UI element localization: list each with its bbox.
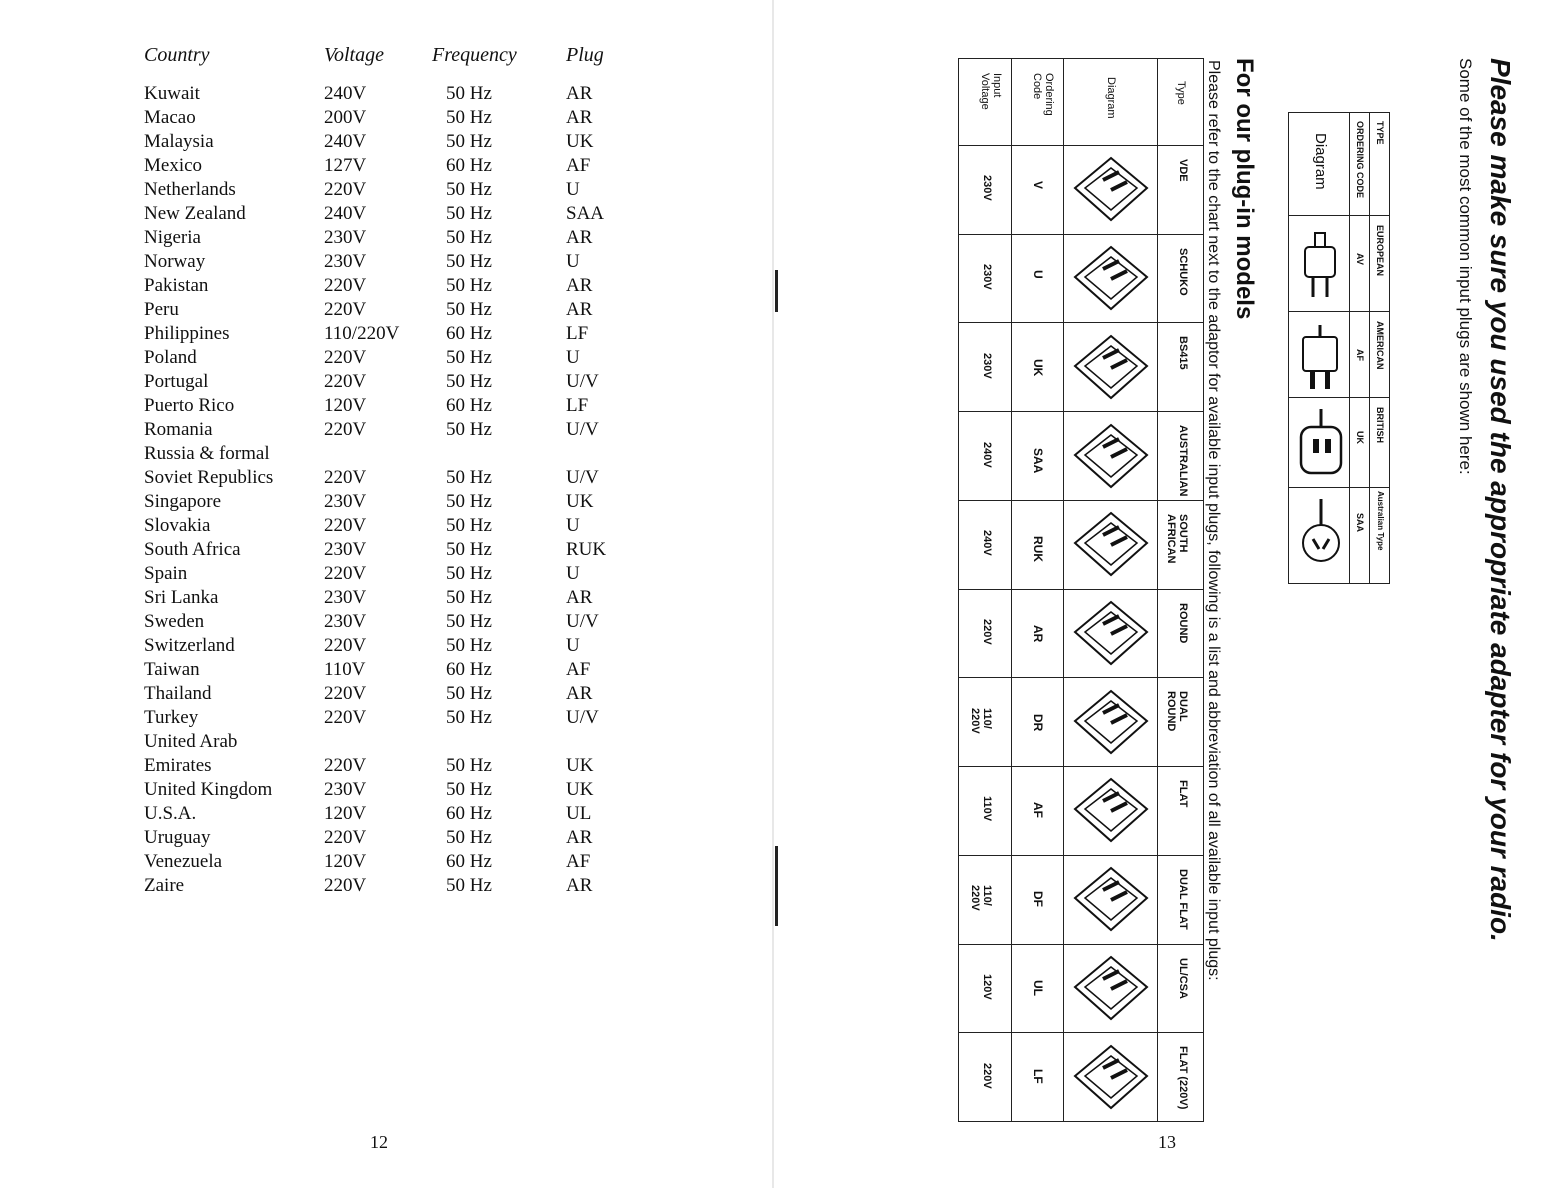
table-line xyxy=(959,500,1203,501)
country-table xyxy=(0,82,774,898)
table-row xyxy=(0,82,774,106)
table-line xyxy=(1289,397,1389,398)
plug-cell: AR xyxy=(566,107,593,128)
table-line xyxy=(959,1032,1203,1033)
voltage-cell: 230V xyxy=(324,491,367,512)
table-line xyxy=(959,234,1203,235)
frequency-cell: 50 Hz xyxy=(446,779,492,800)
table-line xyxy=(959,411,1203,412)
voltage-cell: 230V xyxy=(324,251,367,272)
country-cell: Emirates xyxy=(144,755,212,776)
table-row xyxy=(0,706,774,730)
plug-code-0: V xyxy=(1031,181,1045,190)
plug-code-7: AF xyxy=(1031,802,1045,819)
table-row xyxy=(0,106,774,130)
common-type-label: TYPE xyxy=(1375,121,1385,145)
table-row xyxy=(0,562,774,586)
plug-type-9: UL/CSA xyxy=(1177,957,1189,999)
country-cell: Puerto Rico xyxy=(144,395,235,416)
table-row xyxy=(0,634,774,658)
table-row xyxy=(0,490,774,514)
diagram-row-label: Diagram xyxy=(1105,77,1117,119)
plug-cell: U xyxy=(566,515,580,536)
voltage-cell: 120V xyxy=(324,851,367,872)
plug-code-8: DF xyxy=(1031,891,1045,908)
plug-voltage-4: 240V xyxy=(981,530,993,556)
country-cell: Zaire xyxy=(144,875,185,896)
country-cell: Sweden xyxy=(144,611,205,632)
frequency-cell: 50 Hz xyxy=(446,611,492,632)
plug-cell: LF xyxy=(566,323,589,344)
country-cell: Venezuela xyxy=(144,851,223,872)
country-cell: Turkey xyxy=(144,707,199,728)
country-cell: Macao xyxy=(144,107,196,128)
plug-cell: SAA xyxy=(566,203,605,224)
table-row xyxy=(0,514,774,538)
frequency-cell: 50 Hz xyxy=(446,347,492,368)
frequency-cell: 50 Hz xyxy=(446,419,492,440)
country-cell: South Africa xyxy=(144,539,241,560)
country-cell: Pakistan xyxy=(144,275,209,296)
frequency-cell: 50 Hz xyxy=(446,107,492,128)
plug-cell: U/V xyxy=(566,611,599,632)
table-line xyxy=(959,766,1203,767)
frequency-cell: 50 Hz xyxy=(446,875,492,896)
plug-type-4: SOUTH AFRICAN xyxy=(1165,513,1189,564)
table-row xyxy=(0,778,774,802)
country-cell: Soviet Republics xyxy=(144,467,274,488)
plug-diagram-icon xyxy=(1071,598,1151,668)
country-cell: Philippines xyxy=(144,323,230,344)
plug-cell: UK xyxy=(566,131,594,152)
voltage-cell: 220V xyxy=(324,827,367,848)
table-row xyxy=(0,850,774,874)
country-cell: Uruguay xyxy=(144,827,211,848)
plug-diagram-icon xyxy=(1071,864,1151,934)
plug-diagram-icon xyxy=(1071,1042,1151,1112)
plug-diagram-icon xyxy=(1071,154,1151,224)
plug-cell: UK xyxy=(566,755,594,776)
country-cell: United Kingdom xyxy=(144,779,273,800)
table-line xyxy=(1289,487,1389,488)
plug-cell: AF xyxy=(566,659,591,680)
country-cell: U.S.A. xyxy=(144,803,197,824)
plug-cell: U xyxy=(566,347,580,368)
country-cell: Poland xyxy=(144,347,197,368)
frequency-cell: 60 Hz xyxy=(446,155,492,176)
country-cell: Nigeria xyxy=(144,227,201,248)
plug-cell: U/V xyxy=(566,467,599,488)
plug-cell: U xyxy=(566,179,580,200)
table-row xyxy=(0,466,774,490)
country-cell: Sri Lanka xyxy=(144,587,219,608)
frequency-cell: 60 Hz xyxy=(446,803,492,824)
voltage-cell: 220V xyxy=(324,467,367,488)
country-cell: Romania xyxy=(144,419,213,440)
table-row xyxy=(0,226,774,250)
plug-voltage-8: 110/ 220V xyxy=(969,885,993,911)
american-plug-icon xyxy=(1293,323,1347,393)
frequency-cell: 50 Hz xyxy=(446,491,492,512)
table-row xyxy=(0,538,774,562)
plug-voltage-9: 120V xyxy=(981,973,993,1000)
frequency-cell: 50 Hz xyxy=(446,827,492,848)
header-country: Country xyxy=(144,44,210,66)
plug-code-3: SAA xyxy=(1031,447,1045,473)
plug-cell: AR xyxy=(566,827,593,848)
table-row xyxy=(0,802,774,826)
plug-voltage-5: 220V xyxy=(981,619,993,645)
frequency-cell: 50 Hz xyxy=(446,179,492,200)
voltage-cell: 220V xyxy=(324,755,367,776)
british-plug-icon xyxy=(1295,405,1349,481)
plug-voltage-10: 220V xyxy=(981,1062,993,1089)
frequency-cell: 50 Hz xyxy=(446,707,492,728)
table-line xyxy=(959,855,1203,856)
frequency-cell: 50 Hz xyxy=(446,539,492,560)
european-plug-icon xyxy=(1293,229,1347,303)
plug-cell: RUK xyxy=(566,539,607,560)
table-line xyxy=(1289,215,1389,216)
country-cell: Malaysia xyxy=(144,131,214,152)
plug-cell: UK xyxy=(566,491,594,512)
table-row xyxy=(0,394,774,418)
country-cell: Peru xyxy=(144,299,179,320)
country-cell: Switzerland xyxy=(144,635,235,656)
common-code-label: ORDERING CODE xyxy=(1355,121,1365,199)
plug-code-5: AR xyxy=(1031,625,1045,643)
plug-code-6: DR xyxy=(1031,713,1045,732)
table-row xyxy=(0,610,774,634)
voltage-cell: 220V xyxy=(324,635,367,656)
voltage-cell: 240V xyxy=(324,203,367,224)
table-header xyxy=(0,44,774,74)
frequency-cell: 50 Hz xyxy=(446,587,492,608)
table-row xyxy=(0,202,774,226)
input-voltage-row-label: Input Voltage xyxy=(979,73,1003,110)
voltage-cell: 230V xyxy=(324,611,367,632)
voltage-cell: 230V xyxy=(324,227,367,248)
table-line xyxy=(959,589,1203,590)
header-voltage: Voltage xyxy=(324,44,384,66)
plug-code-9: UL xyxy=(1031,979,1045,996)
common-type-american: AMERICAN xyxy=(1375,321,1385,370)
voltage-cell: 220V xyxy=(324,515,367,536)
frequency-cell: 50 Hz xyxy=(446,755,492,776)
header-frequency: Frequency xyxy=(432,44,517,66)
voltage-cell: 240V xyxy=(324,131,367,152)
frequency-cell: 60 Hz xyxy=(446,851,492,872)
frequency-cell: 50 Hz xyxy=(446,203,492,224)
voltage-cell: 110V xyxy=(324,659,366,680)
table-row xyxy=(0,826,774,850)
plug-cell: U/V xyxy=(566,707,599,728)
page-number-left: 12 xyxy=(370,1132,388,1152)
frequency-cell: 50 Hz xyxy=(446,299,492,320)
table-row xyxy=(0,250,774,274)
plug-in-models-description: Please refer to the chart next to the adaptor for available input plugs, following is a list and abbreviation of all available input plugs: xyxy=(1205,60,1222,981)
table-row xyxy=(0,586,774,610)
plug-voltage-0: 230V xyxy=(981,175,993,202)
voltage-cell: 220V xyxy=(324,347,367,368)
table-line xyxy=(1011,59,1012,1121)
voltage-cell: 200V xyxy=(324,107,367,128)
adapter-heading: Please make sure you used the appropriate adapter for your radio. xyxy=(1485,58,1516,942)
frequency-cell: 50 Hz xyxy=(446,251,492,272)
plug-code-2: UK xyxy=(1031,358,1045,377)
voltage-cell: 230V xyxy=(324,539,367,560)
plug-code-1: U xyxy=(1031,270,1045,279)
plug-cell: AR xyxy=(566,683,593,704)
voltage-cell: 220V xyxy=(324,179,367,200)
voltage-cell: 127V xyxy=(324,155,367,176)
table-row xyxy=(0,754,774,778)
frequency-cell: 50 Hz xyxy=(446,275,492,296)
frequency-cell: 50 Hz xyxy=(446,83,492,104)
plug-code-4: RUK xyxy=(1031,536,1045,563)
plug-diagram-icon xyxy=(1071,509,1151,579)
frequency-cell: 50 Hz xyxy=(446,563,492,584)
table-row xyxy=(0,346,774,370)
voltage-cell: 120V xyxy=(324,395,367,416)
voltage-cell: 220V xyxy=(324,875,367,896)
common-type-european: EUROPEAN xyxy=(1375,225,1385,277)
table-line xyxy=(959,145,1203,146)
plug-cell: AR xyxy=(566,227,593,248)
frequency-cell: 50 Hz xyxy=(446,635,492,656)
voltage-cell: 230V xyxy=(324,779,367,800)
type-row-label: Type xyxy=(1175,81,1187,105)
country-cell: Slovakia xyxy=(144,515,211,536)
table-line xyxy=(1369,113,1370,583)
frequency-cell: 50 Hz xyxy=(446,515,492,536)
table-row xyxy=(0,154,774,178)
table-line xyxy=(1157,59,1158,1121)
country-cell: Singapore xyxy=(144,491,222,512)
plug-cell: AR xyxy=(566,83,593,104)
plug-voltage-7: 110V xyxy=(981,796,993,822)
plug-cell: U/V xyxy=(566,371,599,392)
common-code-av: AV xyxy=(1355,253,1365,265)
common-diagram-label: Diagram xyxy=(1312,133,1329,190)
frequency-cell: 50 Hz xyxy=(446,131,492,152)
australian-plug-icon xyxy=(1295,495,1349,575)
adapter-subheading: Some of the most common input plugs are shown here: xyxy=(1456,58,1475,475)
plug-in-models-heading: For our plug-in models xyxy=(1231,58,1258,320)
frequency-cell: 60 Hz xyxy=(446,323,492,344)
frequency-cell: 60 Hz xyxy=(446,659,492,680)
table-row xyxy=(0,682,774,706)
table-row xyxy=(0,298,774,322)
table-row xyxy=(0,274,774,298)
page-number-right: 13 xyxy=(1158,1132,1176,1152)
plug-voltage-6: 110/ 220V xyxy=(969,707,993,734)
frequency-cell: 60 Hz xyxy=(446,395,492,416)
country-cell: Thailand xyxy=(144,683,212,704)
plug-cell: U/V xyxy=(566,419,599,440)
voltage-cell: 220V xyxy=(324,299,367,320)
plug-type-0: VDE xyxy=(1177,159,1189,182)
common-code-saa: SAA xyxy=(1355,513,1365,533)
plug-type-10: FLAT (220V) xyxy=(1177,1046,1189,1110)
voltage-cell: 220V xyxy=(324,683,367,704)
plug-cell: U xyxy=(566,563,580,584)
frequency-cell: 50 Hz xyxy=(446,683,492,704)
voltage-cell: 220V xyxy=(324,275,367,296)
plug-type-5: ROUND xyxy=(1177,602,1189,643)
voltage-cell: 120V xyxy=(324,803,367,824)
table-row xyxy=(0,418,774,442)
voltage-cell: 220V xyxy=(324,419,367,440)
voltage-cell: 220V xyxy=(324,563,367,584)
plug-type-2: BS415 xyxy=(1177,336,1189,371)
country-cell: Russia & formal xyxy=(144,443,270,464)
frequency-cell: 50 Hz xyxy=(446,371,492,392)
plug-diagram-icon xyxy=(1071,953,1151,1023)
plug-cell: AR xyxy=(566,875,593,896)
frequency-cell: 50 Hz xyxy=(446,467,492,488)
plug-type-7: FLAT xyxy=(1177,780,1189,808)
plug-diagram-icon xyxy=(1071,687,1151,757)
table-line xyxy=(1349,113,1350,583)
table-row xyxy=(0,658,774,682)
country-cell: Spain xyxy=(144,563,188,584)
voltage-cell: 240V xyxy=(324,83,367,104)
country-cell: Norway xyxy=(144,251,206,272)
common-code-af: AF xyxy=(1355,349,1365,361)
table-row xyxy=(0,178,774,202)
table-line xyxy=(959,322,1203,323)
table-row xyxy=(0,370,774,394)
plug-cell: AR xyxy=(566,299,593,320)
plug-cell: AR xyxy=(566,275,593,296)
table-row xyxy=(0,130,774,154)
table-row xyxy=(0,874,774,898)
voltage-cell: 110/220V xyxy=(324,323,400,344)
table-row xyxy=(0,322,774,346)
country-cell: Mexico xyxy=(144,155,203,176)
plug-type-3: AUSTRALIAN xyxy=(1177,425,1189,497)
header-plug: Plug xyxy=(566,44,604,66)
voltage-cell: 220V xyxy=(324,707,367,728)
plug-cell: AR xyxy=(566,587,593,608)
plug-cell: AF xyxy=(566,155,591,176)
country-cell: New Zealand xyxy=(144,203,246,224)
plug-diagram-icon xyxy=(1071,243,1151,313)
plug-cell: U xyxy=(566,635,580,656)
common-plugs-table xyxy=(1288,112,1390,584)
plug-cell: U xyxy=(566,251,580,272)
table-line xyxy=(959,1121,1203,1122)
plug-type-6: DUAL ROUND xyxy=(1165,691,1189,732)
ordering-code-row-label: Ordering Code xyxy=(1031,73,1055,116)
plug-voltage-1: 230V xyxy=(981,264,993,290)
plug-type-1: SCHUKO xyxy=(1177,247,1189,296)
plug-diagram-icon xyxy=(1071,332,1151,402)
country-cell: United Arab xyxy=(144,731,238,752)
table-row xyxy=(0,442,774,466)
plug-cell: AF xyxy=(566,851,591,872)
table-line xyxy=(1063,59,1064,1121)
common-type-british: BRITISH xyxy=(1375,407,1385,443)
voltage-cell: 220V xyxy=(324,371,367,392)
country-cell: Netherlands xyxy=(144,179,236,200)
table-line xyxy=(959,944,1203,945)
voltage-cell: 230V xyxy=(324,587,367,608)
frequency-cell: 50 Hz xyxy=(446,227,492,248)
country-cell: Kuwait xyxy=(144,83,200,104)
common-code-uk: UK xyxy=(1355,431,1365,444)
table-line xyxy=(959,677,1203,678)
plug-type-8: DUAL FLAT xyxy=(1177,868,1189,930)
plug-diagram-icon xyxy=(1071,421,1151,491)
table-row xyxy=(0,730,774,754)
plug-code-10: LF xyxy=(1031,1068,1045,1084)
plug-cell: UK xyxy=(566,779,594,800)
plug-types-table xyxy=(958,58,1204,1122)
plug-voltage-3: 240V xyxy=(981,441,993,468)
common-type-australian: Australian Type xyxy=(1376,491,1385,551)
country-cell: Portugal xyxy=(144,371,209,392)
plug-cell: UL xyxy=(566,803,592,824)
plug-diagram-icon xyxy=(1071,775,1151,845)
table-line xyxy=(1289,311,1389,312)
plug-cell: LF xyxy=(566,395,589,416)
country-cell: Taiwan xyxy=(144,659,200,680)
plug-voltage-2: 230V xyxy=(981,352,993,379)
